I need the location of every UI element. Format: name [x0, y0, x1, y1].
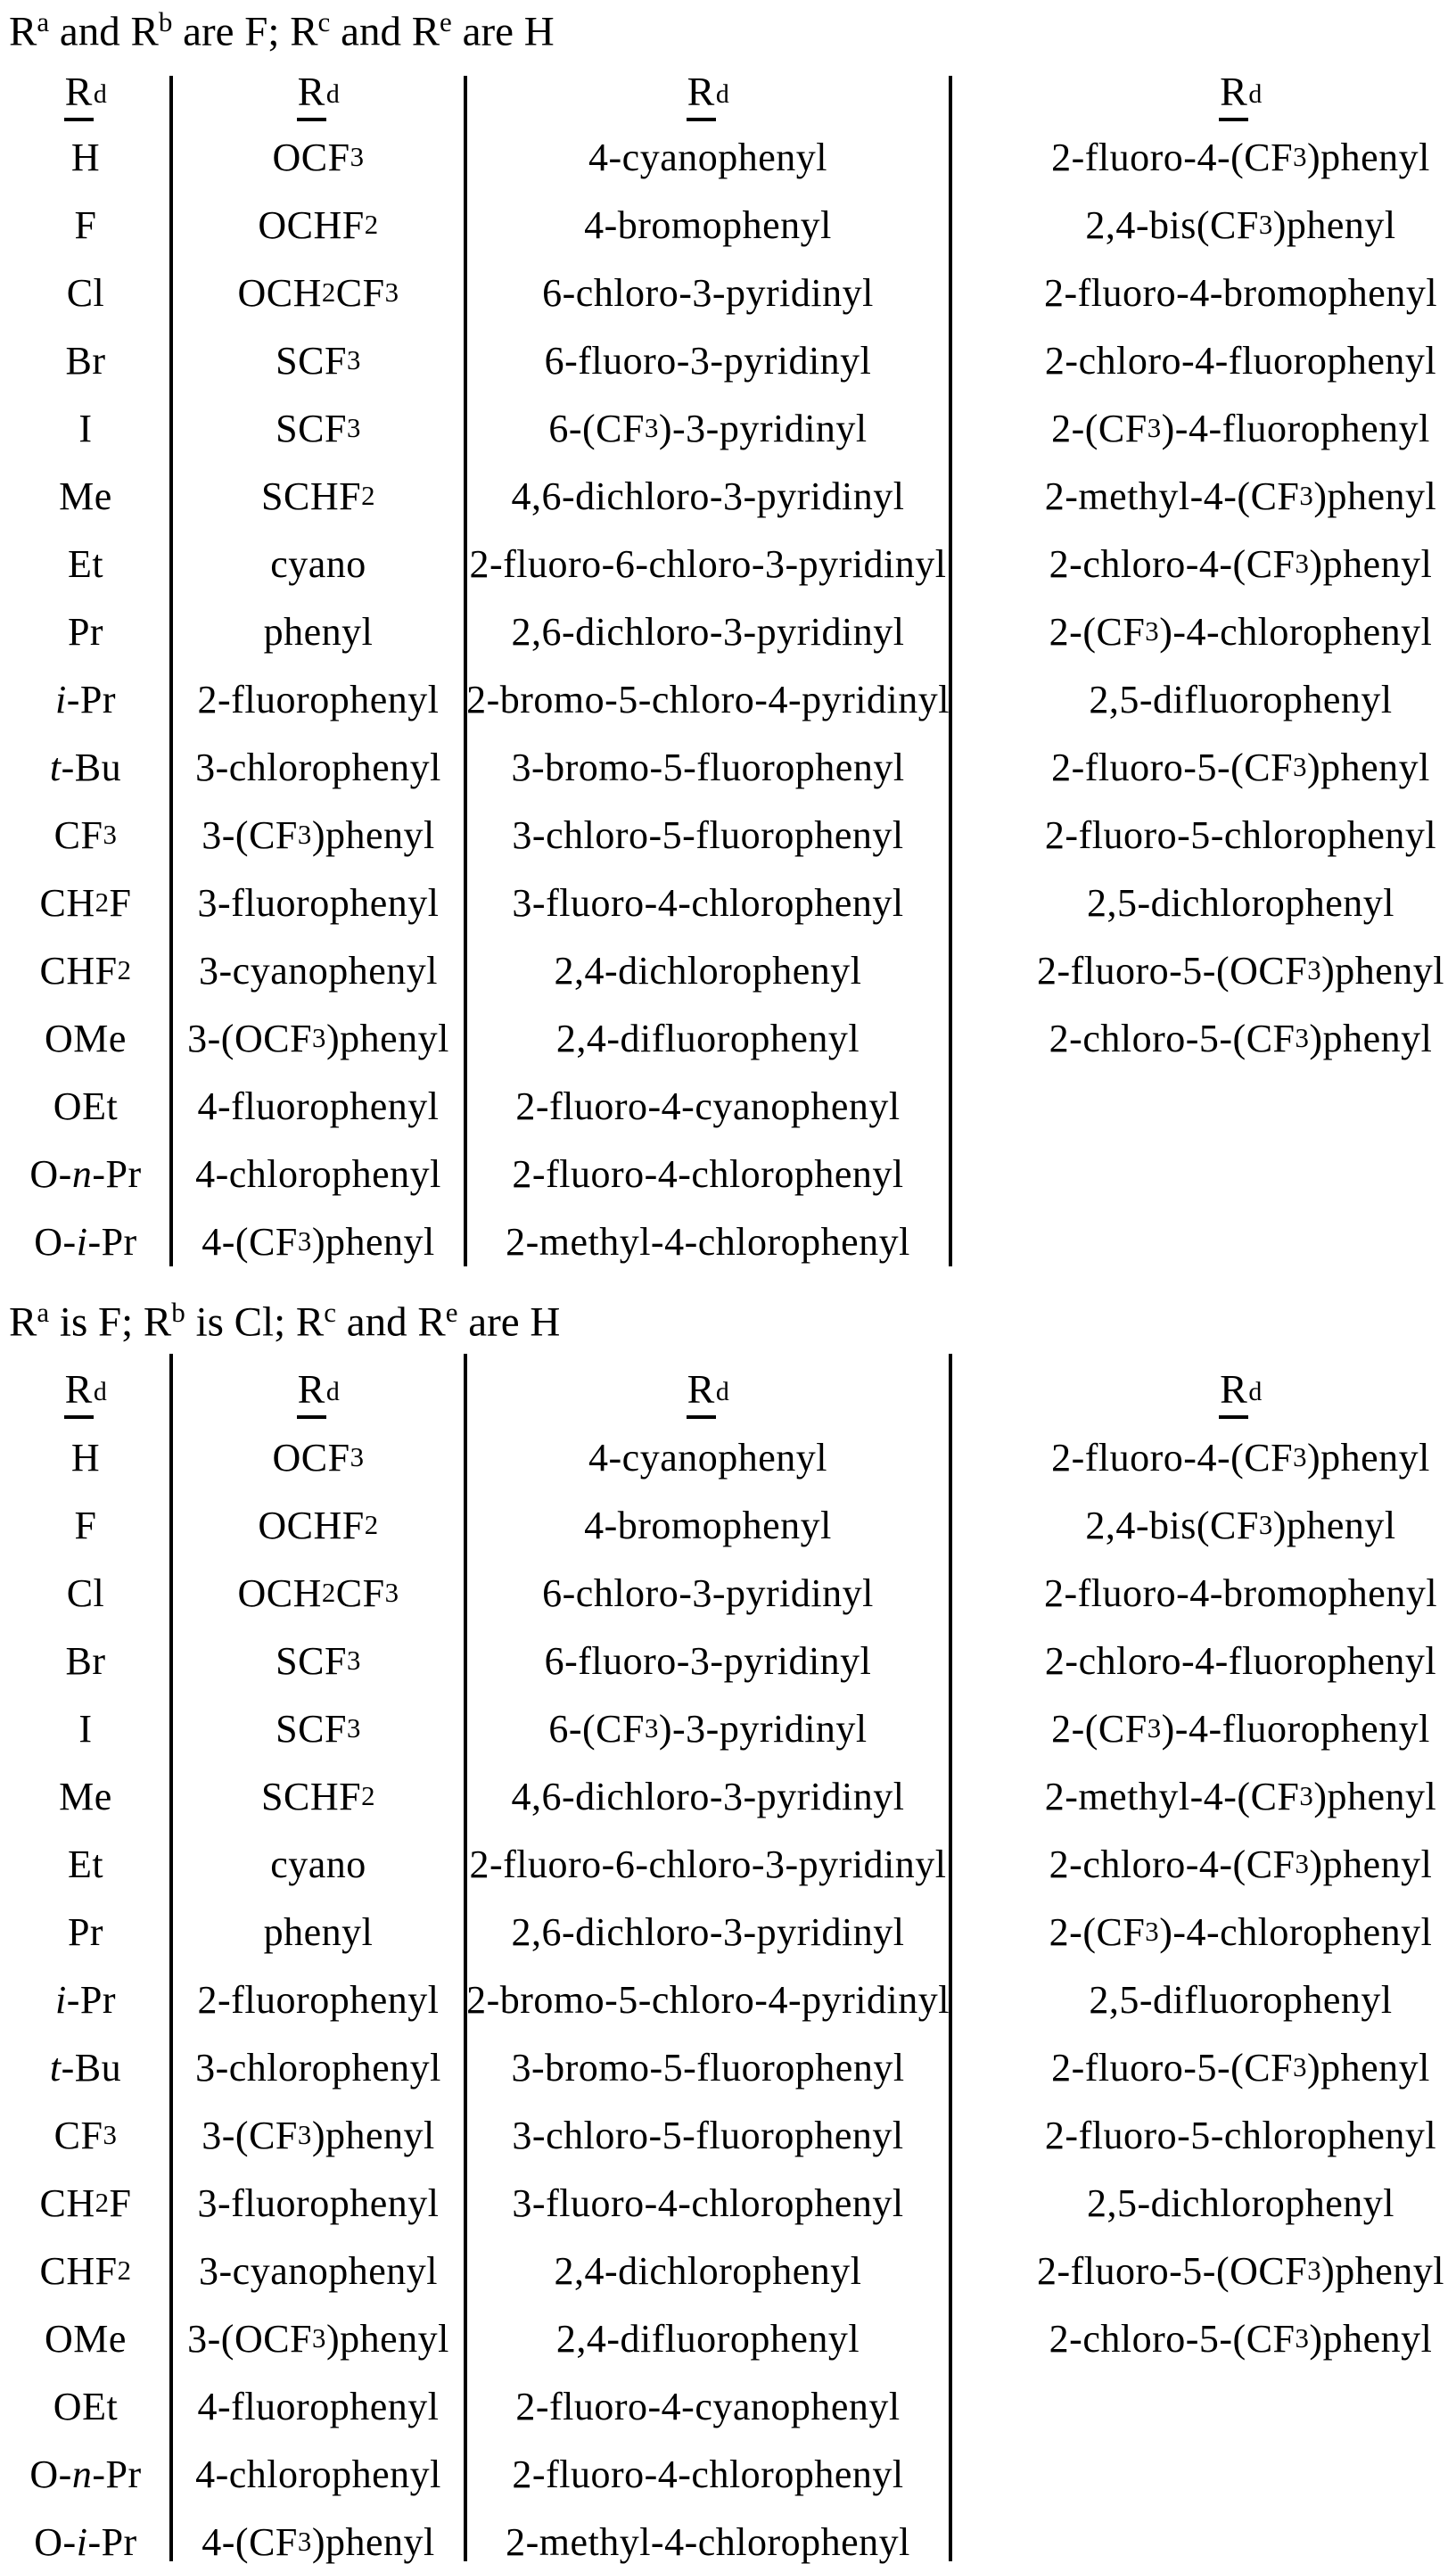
column-header: R d	[171, 66, 465, 123]
column-header: R d	[950, 1361, 1456, 1423]
table-cell: 2-fluoro-4-cyanophenyl	[515, 1084, 901, 1128]
table-cell: cyano	[270, 1842, 366, 1886]
table-cell: SCF 3	[276, 1638, 361, 1683]
table-cell: Me	[59, 474, 112, 518]
table-cell: 2-fluoro-4-bromophenyl	[1043, 270, 1438, 315]
table-cell: O- i -Pr	[34, 1219, 137, 1264]
table-cell: phenyl	[263, 609, 374, 654]
table-cell: OMe	[45, 1016, 127, 1060]
table-cell: 3-fluoro-4-chlorophenyl	[512, 2180, 904, 2225]
table-cell: 2-fluoro-4-chlorophenyl	[512, 1151, 904, 1196]
table-cell: Br	[65, 1638, 106, 1683]
table-cell: 2-fluoro-4-cyanophenyl	[515, 2384, 901, 2428]
table-cell: 2,6-dichloro-3-pyridinyl	[511, 609, 905, 654]
table-cell: OCH 2 CF 3	[237, 1570, 399, 1615]
table-cell: CH 2 F	[39, 880, 132, 925]
column-header: R d	[0, 66, 171, 123]
table-cell: 2-fluoro-5-(OCF 3 )phenyl	[1036, 948, 1445, 993]
table-cell: OCH 2 CF 3	[237, 270, 399, 315]
column-header: R d	[0, 1361, 171, 1423]
column-header: R d	[465, 66, 950, 123]
table-cell: 3-bromo-5-fluorophenyl	[511, 745, 905, 789]
table-cell: OEt	[53, 1084, 119, 1128]
table-cell	[950, 1072, 1456, 1140]
table-cell: 2,4-difluorophenyl	[555, 2316, 860, 2361]
table-cell: SCHF 2	[261, 1774, 375, 1818]
table-cell: 4,6-dichloro-3-pyridinyl	[511, 474, 905, 518]
table-cell: 2-chloro-4-fluorophenyl	[1044, 1638, 1437, 1683]
table-cell: OCHF 2	[258, 202, 379, 247]
table-cell: Br	[65, 338, 106, 383]
table-cell: 4-chlorophenyl	[195, 1151, 441, 1196]
table-cell: t -Bu	[49, 745, 122, 789]
table-cell: 2-fluoro-5-(OCF 3 )phenyl	[1036, 2248, 1445, 2293]
table-cell: 2,6-dichloro-3-pyridinyl	[511, 1909, 905, 1954]
table-cell: 2-fluorophenyl	[197, 1977, 440, 2022]
table-cell: 2-bromo-5-chloro-4-pyridinyl	[466, 677, 950, 721]
table-cell: 2,4-bis(CF 3 )phenyl	[1085, 1503, 1396, 1547]
table-cell: i -Pr	[54, 1977, 116, 2022]
table-cell: 2-methyl-4-(CF 3 )phenyl	[1044, 1774, 1437, 1818]
table-cell: 4-bromophenyl	[584, 1503, 832, 1547]
table-cell: 2-fluoro-5-(CF 3 )phenyl	[1051, 2045, 1430, 2090]
table-cell: 2-fluoro-6-chloro-3-pyridinyl	[469, 1842, 947, 1886]
table-cell: OCF 3	[272, 1435, 365, 1480]
table-cell: 2-fluoro-5-(CF 3 )phenyl	[1051, 745, 1430, 789]
substituent-table-1	[0, 66, 1456, 1275]
table-cell: 4-chlorophenyl	[195, 2452, 441, 2496]
table-cell: SCF 3	[276, 406, 361, 450]
table-cell: 3-cyanophenyl	[199, 2248, 438, 2293]
table-cell: 3-cyanophenyl	[199, 948, 438, 993]
table-cell: 3-chlorophenyl	[195, 745, 441, 789]
table-cell: 2-fluoro-4-chlorophenyl	[512, 2452, 904, 2496]
table-cell: 2,5-dichlorophenyl	[1086, 2180, 1395, 2225]
table-cell: Pr	[67, 609, 104, 654]
table-cell	[950, 2372, 1456, 2440]
table-cell: 2-methyl-4-(CF 3 )phenyl	[1044, 474, 1437, 518]
table-cell: 3-(OCF 3 )phenyl	[187, 1016, 449, 1060]
table-cell: O- n -Pr	[29, 1151, 142, 1196]
table-cell: 3-(OCF 3 )phenyl	[187, 2316, 449, 2361]
table-cell: Pr	[67, 1909, 104, 1954]
table-cell: 2-fluoro-4-bromophenyl	[1043, 1570, 1438, 1615]
table-cell: 3-chloro-5-fluorophenyl	[512, 2113, 904, 2157]
table-cell: 2-(CF 3 )-4-fluorophenyl	[1051, 1706, 1430, 1751]
table-cell: i -Pr	[54, 677, 116, 721]
table-cell: 3-fluorophenyl	[197, 880, 440, 925]
table-cell: 2-fluoro-5-chlorophenyl	[1044, 812, 1437, 857]
table-cell: 4-(CF 3 )phenyl	[202, 1219, 435, 1264]
table-cell: OEt	[53, 2384, 119, 2428]
table-scope-heading-2: $R^a$ is F; $R^b$ is Cl; $R^c$ and $R^e$ are H	[9, 1297, 561, 1346]
table-cell: Et	[67, 1842, 104, 1886]
table-cell: O- n -Pr	[29, 2452, 142, 2496]
table-cell: SCF 3	[276, 1706, 361, 1751]
table-cell: 4-fluorophenyl	[197, 2384, 440, 2428]
table-cell: OMe	[45, 2316, 127, 2361]
table-cell: 6-(CF 3 )-3-pyridinyl	[548, 1706, 868, 1751]
column-header: R d	[171, 1361, 465, 1423]
table-cell: CHF 2	[39, 2248, 132, 2293]
table-cell: CF 3	[53, 812, 118, 857]
table-cell: 2-chloro-4-fluorophenyl	[1044, 338, 1437, 383]
table-cell: OCF 3	[272, 135, 365, 179]
table-cell: 3-chloro-5-fluorophenyl	[512, 812, 904, 857]
table-cell: 2,4-bis(CF 3 )phenyl	[1085, 202, 1396, 247]
table-cell: O- i -Pr	[34, 2519, 137, 2564]
table-cell: 4-(CF 3 )phenyl	[202, 2519, 435, 2564]
table-cell: 2-chloro-4-(CF 3 )phenyl	[1049, 1842, 1433, 1886]
table-cell: 2-methyl-4-chlorophenyl	[506, 2519, 910, 2564]
table-cell: 3-chlorophenyl	[195, 2045, 441, 2090]
table-cell: phenyl	[263, 1909, 374, 1954]
table-cell: 3-fluoro-4-chlorophenyl	[512, 880, 904, 925]
table-cell: SCF 3	[276, 338, 361, 383]
table-cell: 3-bromo-5-fluorophenyl	[511, 2045, 905, 2090]
table-cell: 6-chloro-3-pyridinyl	[542, 1570, 874, 1615]
table-cell: 2-(CF 3 )-4-fluorophenyl	[1051, 406, 1430, 450]
table-cell: CF 3	[53, 2113, 118, 2157]
substituent-table-2	[0, 1361, 1456, 2572]
table-cell: 3-(CF 3 )phenyl	[202, 812, 435, 857]
table-cell: 2-(CF 3 )-4-chlorophenyl	[1049, 609, 1433, 654]
table-cell: 2,4-difluorophenyl	[555, 1016, 860, 1060]
table-cell: Cl	[66, 1570, 105, 1615]
table-cell: 3-fluorophenyl	[197, 2180, 440, 2225]
table-cell: Me	[59, 1774, 112, 1818]
table-cell: 2-fluoro-6-chloro-3-pyridinyl	[469, 541, 947, 586]
table-cell: 6-fluoro-3-pyridinyl	[544, 1638, 872, 1683]
table-cell: CHF 2	[39, 948, 132, 993]
table-cell: 2,4-dichlorophenyl	[554, 948, 862, 993]
table-cell: F	[74, 1503, 97, 1547]
table-cell: 2-fluoro-5-chlorophenyl	[1044, 2113, 1437, 2157]
table-cell: 4,6-dichloro-3-pyridinyl	[511, 1774, 905, 1818]
table-cell: cyano	[270, 541, 366, 586]
table-scope-heading-1: $R^a$ and $R^b$ are F; $R^c$ and $R^e$ are H	[9, 6, 555, 55]
table-cell: 2-chloro-4-(CF 3 )phenyl	[1049, 541, 1433, 586]
table-cell	[950, 2508, 1456, 2572]
table-cell: 2-methyl-4-chlorophenyl	[506, 1219, 910, 1264]
table-cell: 2-fluoro-4-(CF 3 )phenyl	[1051, 135, 1430, 179]
table-cell: 2-bromo-5-chloro-4-pyridinyl	[466, 1977, 950, 2022]
table-cell: OCHF 2	[258, 1503, 379, 1547]
table-cell	[950, 2440, 1456, 2508]
table-cell: I	[78, 406, 93, 450]
table-cell: CH 2 F	[39, 2180, 132, 2225]
table-cell: Cl	[66, 270, 105, 315]
table-cell: 4-cyanophenyl	[588, 135, 827, 179]
table-cell: 2-fluorophenyl	[197, 677, 440, 721]
table-cell: 2-chloro-5-(CF 3 )phenyl	[1049, 1016, 1433, 1060]
table-cell: H	[70, 1435, 101, 1480]
table-cell: 2-fluoro-4-(CF 3 )phenyl	[1051, 1435, 1430, 1480]
table-cell: 2,5-difluorophenyl	[1089, 677, 1393, 721]
table-cell: t -Bu	[49, 2045, 122, 2090]
table-cell: SCHF 2	[261, 474, 375, 518]
table-cell: 4-cyanophenyl	[588, 1435, 827, 1480]
table-cell: 6-(CF 3 )-3-pyridinyl	[548, 406, 868, 450]
table-cell: H	[70, 135, 101, 179]
table-cell: 4-fluorophenyl	[197, 1084, 440, 1128]
table-cell: 2-chloro-5-(CF 3 )phenyl	[1049, 2316, 1433, 2361]
table-cell: 4-bromophenyl	[584, 202, 832, 247]
table-cell: 2-(CF 3 )-4-chlorophenyl	[1049, 1909, 1433, 1954]
column-header: R d	[950, 66, 1456, 123]
column-header: R d	[465, 1361, 950, 1423]
table-cell: 6-fluoro-3-pyridinyl	[544, 338, 872, 383]
table-cell: 6-chloro-3-pyridinyl	[542, 270, 874, 315]
table-cell: 2,4-dichlorophenyl	[554, 2248, 862, 2293]
table-cell: I	[78, 1706, 93, 1751]
table-cell	[950, 1208, 1456, 1275]
table-cell: Et	[67, 541, 104, 586]
table-cell: 3-(CF 3 )phenyl	[202, 2113, 435, 2157]
table-cell: 2,5-dichlorophenyl	[1086, 880, 1395, 925]
table-cell: 2,5-difluorophenyl	[1089, 1977, 1393, 2022]
table-cell: F	[74, 202, 97, 247]
table-cell	[950, 1140, 1456, 1208]
